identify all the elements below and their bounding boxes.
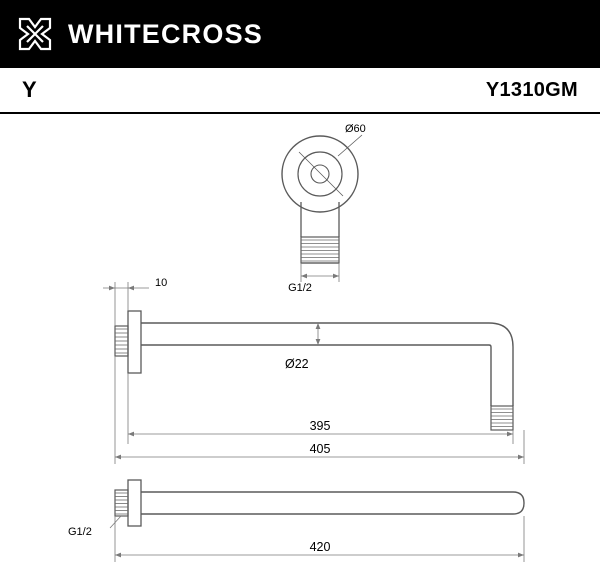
brand-name: WHITECROSS	[68, 18, 264, 49]
dimension-10	[103, 282, 149, 326]
label-thread-side: G1/2	[68, 526, 92, 538]
top-view-thread	[301, 237, 339, 263]
whitecross-x-logo-icon	[16, 15, 54, 53]
top-view-flange	[282, 136, 358, 212]
label-offset-10: 10	[155, 277, 168, 289]
dimension-420	[115, 516, 524, 562]
dimension-395	[128, 373, 513, 444]
side-view-arm	[115, 311, 513, 406]
label-flange-diameter: Ø60	[345, 123, 366, 135]
model-code: Y1310GM	[485, 78, 578, 101]
label-tube-diameter: Ø22	[285, 357, 309, 371]
dimension-tube-diameter	[316, 323, 321, 345]
technical-drawing	[0, 114, 600, 567]
label-length-420: 420	[309, 540, 331, 554]
top-thread-dimension	[301, 263, 339, 282]
label-length-405: 405	[309, 442, 331, 456]
drawing-svg	[0, 114, 600, 567]
flange-diameter-dimension	[299, 135, 362, 196]
label-length-395: 395	[309, 419, 331, 433]
label-thread-top: G1/2	[288, 282, 312, 294]
series-letter: Y	[22, 77, 37, 102]
product-title-row	[0, 68, 600, 114]
side-thread-leader	[110, 516, 121, 528]
app-header	[0, 0, 600, 68]
top-down-view-arm	[115, 480, 524, 526]
side-view-outlet-thread	[491, 406, 513, 430]
